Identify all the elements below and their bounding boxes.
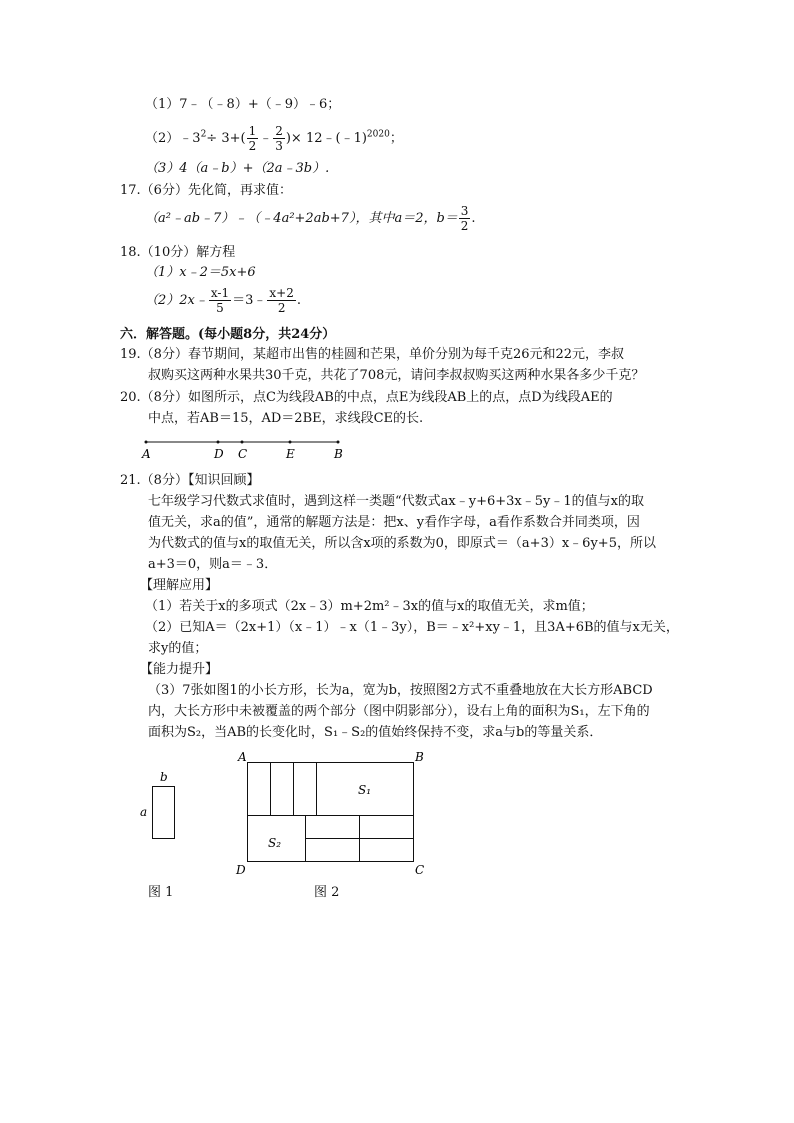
q21-heading: 21.（8分）【知识回顾】 <box>120 473 260 488</box>
section-6-heading: 六．解答题。(每小题8分，共24分） <box>120 327 336 342</box>
q17-fraction <box>459 204 471 233</box>
q20-line-1: 20.（8分）如图所示，点C为线段AB的中点，点E为线段AB上的点，点D为线段AE的 <box>120 390 613 405</box>
fraction-denominator: 2 <box>248 139 257 153</box>
q16-part3: （3）4（a﹣b）+（2a﹣3b）. <box>145 161 330 176</box>
fig1-width-label: b <box>160 770 168 784</box>
q16-part2-tail: )× 12﹣(﹣1) <box>285 131 367 146</box>
point-b-dot <box>337 441 340 444</box>
q21-ability-2: 内，大长方形中未被覆盖的两个部分（图中阴影部分），设右上角的面积为S₁，左下角的 <box>148 704 650 719</box>
fraction-numerator: x+2 <box>269 286 294 300</box>
q16-part2-div: ÷ 3+( <box>206 131 246 146</box>
q16-part2-label: （2） <box>145 131 180 146</box>
q21-review-2: 值无关，求a的值”，通常的解题方法是：把x、y看作字母，a看作系数合并同类项，因 <box>148 515 640 530</box>
fraction-numerator: x-1 <box>210 286 230 300</box>
fraction-numerator: 2 <box>275 124 283 138</box>
q17-end: . <box>471 211 476 226</box>
q16-part2-end: ； <box>389 131 403 146</box>
corner-d-label: D <box>236 863 246 877</box>
fraction-denominator: 3 <box>275 139 283 153</box>
q21-review-1: 七年级学习代数式求值时，遇到这样一类题“代数式ax﹣y+6+3x﹣5y﹣1的值与x的取 <box>148 494 644 509</box>
figure-1 <box>136 768 196 848</box>
point-e-label: E <box>286 447 295 461</box>
segment-diagram <box>138 434 348 462</box>
point-a-label: A <box>142 447 151 461</box>
corner-b-label: B <box>415 750 424 764</box>
small-rectangle <box>153 787 175 839</box>
q16-fraction-1 <box>247 124 259 153</box>
point-c-label: C <box>238 447 248 461</box>
figure-2 <box>230 748 440 880</box>
point-d-dot <box>217 441 220 444</box>
fig1-length-label: a <box>140 805 148 819</box>
point-e-dot <box>289 441 292 444</box>
q18-fraction-1 <box>209 286 231 315</box>
q18-part2 <box>145 284 301 318</box>
point-b-label: B <box>334 447 343 461</box>
q17-heading: 17.（6分）先化简，再求值： <box>120 183 292 198</box>
fraction-numerator: 3 <box>460 204 469 218</box>
q21-apply-3: 求y的值； <box>148 641 208 656</box>
q16-part2-exponent-2020: 2020 <box>366 129 390 140</box>
fraction-denominator: 2 <box>277 301 286 315</box>
point-a-dot <box>145 441 148 444</box>
q19-line-2: 叔购买这两种水果共30千克，共花了708元，请问李叔叔购买这两种水果各多少千克？ <box>148 368 645 383</box>
area-s1-label: S₁ <box>358 783 372 797</box>
q16-fraction-2 <box>273 124 285 153</box>
corner-a-label: A <box>238 750 247 764</box>
q16-part2-minus: ﹣ <box>259 131 273 146</box>
q18-heading: 18.（10分）解方程 <box>120 245 236 260</box>
figure-1-caption: 图 1 <box>148 885 174 900</box>
q21-apply-2: （2）已知A＝（2x+1）（x﹣1）﹣x（1﹣3y），B＝﹣x²+xy﹣1，且3A+6B的值与x无关， <box>145 620 679 635</box>
q20-line-2: 中点，若AB＝15，AD＝2BE，求线段CE的长. <box>148 411 424 426</box>
q21-ability-1: （3）7张如图1的小长方形，长为a，宽为b，按照图2方式不重叠地放在大长方形ABCD <box>148 683 653 698</box>
q18-part2-start: （2）2x﹣ <box>145 293 208 308</box>
figure-2-caption: 图 2 <box>314 885 340 900</box>
corner-c-label: C <box>415 863 425 877</box>
point-d-label: D <box>214 447 224 461</box>
q19-line-1: 19.（8分）春节期间，某超市出售的桂圆和芒果，单价分别为每千克26元和22元，李叔 <box>120 347 625 362</box>
fraction-denominator: 5 <box>216 301 224 315</box>
q16-part2 <box>145 122 403 156</box>
area-s2-label: S₂ <box>268 836 282 850</box>
q18-part2-end: . <box>296 293 302 308</box>
q21-apply-1: （1）若关于x的多项式（2x﹣3）m+2m²﹣3x的值与x的取值无关，求m值； <box>145 599 594 614</box>
q21-apply-heading: 【理解应用】 <box>140 578 219 593</box>
q18-part1: （1）x﹣2＝5x+6 <box>145 265 256 280</box>
q18-fraction-2 <box>267 286 295 315</box>
q17-expression <box>145 202 476 236</box>
q21-review-4: a+3＝0，则a＝﹣3． <box>148 557 278 572</box>
q17-expr-text: （a²﹣ab﹣7）﹣（﹣4a²+2ab+7），其中a＝2，b＝ <box>145 211 458 226</box>
point-c-dot <box>241 441 244 444</box>
q18-part2-mid: ＝3﹣ <box>232 293 267 308</box>
q16-part2-base: ﹣3 <box>179 131 201 146</box>
q21-ability-3: 面积为S₂，当AB的长变化时，S₁﹣S₂的值始终保持不变，求a与b的等量关系． <box>148 725 603 740</box>
fraction-denominator: 2 <box>460 219 469 233</box>
q21-review-3: 为代数式的值与x的取值无关，所以含x项的系数为0，即原式＝（a+3）x﹣6y+5，所以 <box>148 536 656 551</box>
q21-ability-heading: 【能力提升】 <box>140 662 219 677</box>
fraction-numerator: 1 <box>248 124 257 138</box>
q16-part1: （1）7﹣（﹣8）+（﹣9）﹣6； <box>145 97 341 112</box>
q16-part2-exponent: 2 <box>200 129 207 140</box>
